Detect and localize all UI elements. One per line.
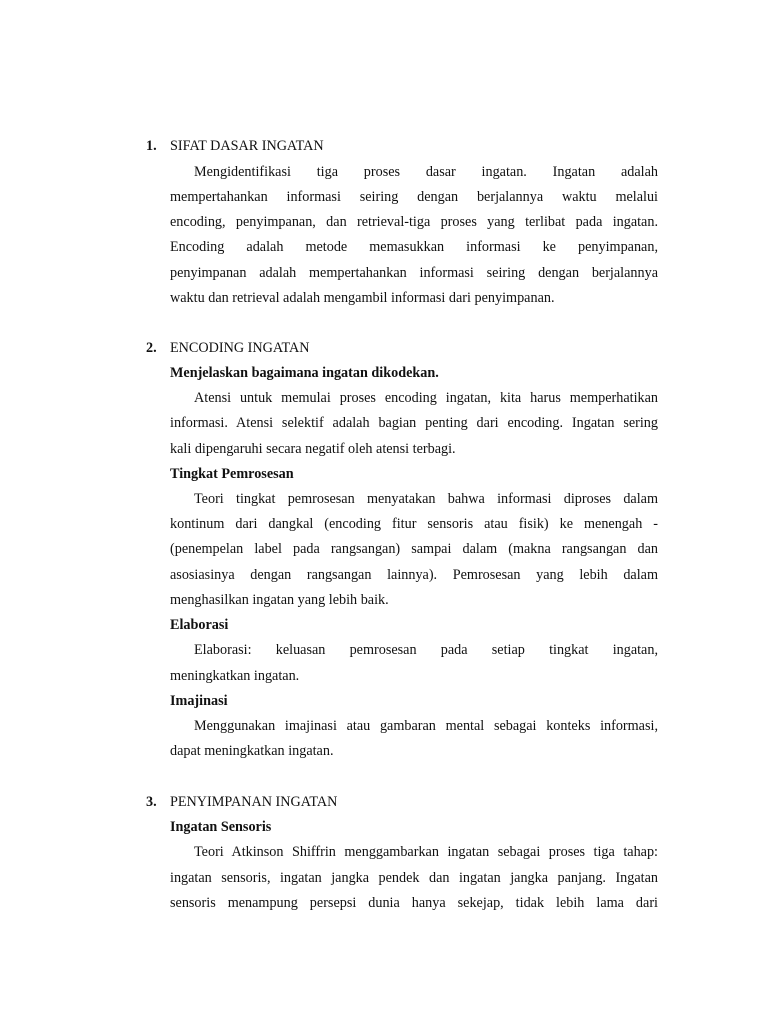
- subsection-heading: Tingkat Pemrosesan: [170, 466, 294, 482]
- paragraph-line: menghasilkan ingatan yang lebih baik.: [170, 592, 389, 608]
- paragraph-line: ingatan sensoris, ingatan jangka pendek dan ingatan jangka panjang. Ingatan: [170, 870, 658, 886]
- paragraph-line: penyimpanan adalah mempertahankan informasi seiring dengan berjalannya: [170, 265, 658, 281]
- subsection-heading: Ingatan Sensoris: [170, 819, 272, 835]
- subsection-heading: Elaborasi: [170, 617, 229, 633]
- paragraph-line: kontinum dari dangkal (encoding fitur sensoris atau fisik) ke menengah -: [170, 516, 658, 532]
- paragraph-line: waktu dan retrieval adalah mengambil informasi dari penyimpanan.: [170, 290, 555, 306]
- section-title: SIFAT DASAR INGATAN: [170, 138, 324, 154]
- paragraph-line: Atensi untuk memulai proses encoding ingatan, kita harus memperhatikan: [194, 390, 658, 406]
- section-number: 1.: [146, 138, 157, 154]
- paragraph-line: mempertahankan informasi seiring dengan berjalannya waktu melalui: [170, 189, 658, 205]
- section-subtitle: Menjelaskan bagaimana ingatan dikodekan.: [170, 365, 439, 381]
- section-number: 3.: [146, 794, 157, 810]
- paragraph-line: Mengidentifikasi tiga proses dasar ingatan. Ingatan adalah: [194, 164, 658, 180]
- paragraph-line: sensoris menampung persepsi dunia hanya sekejap, tidak lebih lama dari: [170, 895, 658, 911]
- paragraph-line: encoding, penyimpanan, dan retrieval-tiga proses yang terlibat pada ingatan.: [170, 214, 658, 230]
- paragraph-line: Encoding adalah metode memasukkan informasi ke penyimpanan,: [170, 239, 658, 255]
- paragraph-line: informasi. Atensi selektif adalah bagian penting dari encoding. Ingatan sering: [170, 415, 658, 431]
- section-title: PENYIMPANAN INGATAN: [170, 794, 338, 810]
- paragraph-line: kali dipengaruhi secara negatif oleh atensi terbagi.: [170, 441, 456, 457]
- paragraph-line: dapat meningkatkan ingatan.: [170, 743, 334, 759]
- paragraph-line: Menggunakan imajinasi atau gambaran mental sebagai konteks informasi,: [194, 718, 658, 734]
- paragraph-line: (penempelan label pada rangsangan) sampai dalam (makna rangsangan dan: [170, 541, 658, 557]
- paragraph-line: Teori tingkat pemrosesan menyatakan bahwa informasi diproses dalam: [194, 491, 658, 507]
- section-number: 2.: [146, 340, 157, 356]
- paragraph-line: asosiasinya dengan rangsangan lainnya). Pemrosesan yang lebih dalam: [170, 567, 658, 583]
- paragraph-line: Elaborasi: keluasan pemrosesan pada setiap tingkat ingatan,: [194, 642, 658, 658]
- subsection-heading: Imajinasi: [170, 693, 228, 709]
- paragraph-line: Teori Atkinson Shiffrin menggambarkan ingatan sebagai proses tiga tahap:: [194, 844, 658, 860]
- section-title: ENCODING INGATAN: [170, 340, 310, 356]
- paragraph-line: meningkatkan ingatan.: [170, 668, 300, 684]
